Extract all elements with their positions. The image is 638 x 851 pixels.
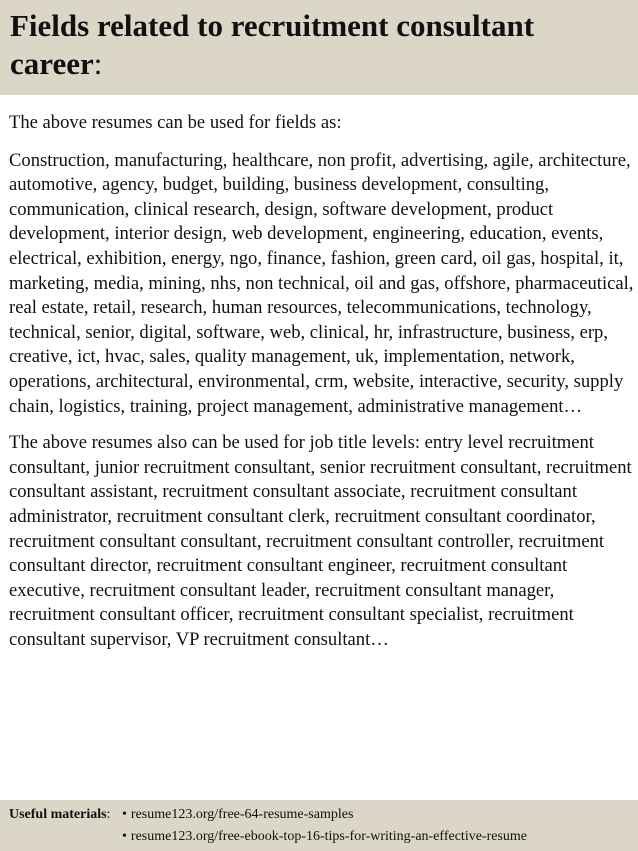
job-levels-paragraph: The above resumes also can be used for job title levels: entry level recruitment consultant, junior recruitment consultant, senior recruitment consultant, recruitment consultant assistant, recruitment consultant associate, recruitment consultant administrator, recruitment consultant clerk, recruitment consultant coordinator, recruitment consultant consultant, recruitment consultant controller, recruitment consultant director, recruitment consultant engineer, recruitment consultant executive, recruitment consultant leader, recruitment consultant manager, recruitment consultant officer, recruitment consultant specialist, recruitment consultant supervisor, VP recruitment consultant…: [9, 432, 632, 650]
title-band: [0, 0, 638, 95]
main-content: [9, 111, 634, 652]
page-title: [10, 7, 628, 83]
useful-materials-label-colon: :: [106, 807, 111, 822]
bullet-icon: •: [122, 807, 127, 822]
useful-materials-row-1: [9, 804, 638, 826]
intro-paragraph: The above resumes can be used for fields as:: [9, 112, 342, 133]
link-resume-samples[interactable]: resume123.org/free-64-resume-samples: [130, 807, 354, 822]
bullet-icon: •: [122, 829, 127, 844]
useful-materials-row-2: [9, 826, 638, 848]
link-resume-ebook[interactable]: resume123.org/free-ebook-top-16-tips-for-writing-an-effective-resume: [130, 829, 528, 844]
fields-paragraph: Construction, manufacturing, healthcare, non profit, advertising, agile, architecture, automotive, agency, budget, building, business development, consulting, communication, clinical research, design, software development, product development, interior design, web development, engineering, education, events, electrical, exhibition, energy, ngo, finance, fashion, green card, oil gas, hospital, it, marketing, media, mining, nhs, non technical, oil and gas, offshore, pharmaceutical, real estate, retail, research, human resources, telecommunications, technology, technical, senior, digital, software, web, clinical, hr, infrastructure, business, erp, creative, ict, hvac, sales, quality management, uk, implementation, network, operations, architectural, environmental, crm, website, interactive, security, supply chain, logistics, training, project management, administrative management…: [9, 149, 634, 417]
useful-materials-band: [0, 800, 638, 851]
useful-materials-label-text: Useful materials: [9, 807, 107, 822]
page-title-text: Fields related to recruitment consultant career: [10, 8, 535, 81]
useful-materials-label: [9, 804, 122, 826]
page-title-colon: :: [93, 46, 103, 81]
footer-label-spacer: [9, 826, 122, 848]
